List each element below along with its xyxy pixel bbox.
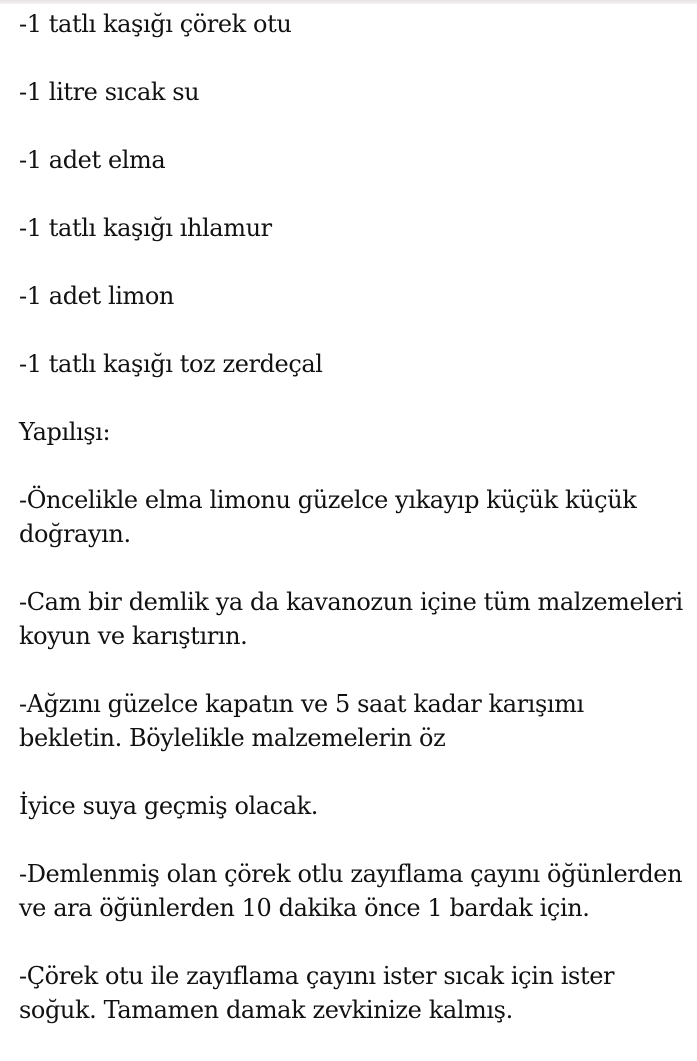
ingredient-hot-water: -1 litre sıcak su — [19, 78, 200, 106]
article-body[interactable] — [19, 7, 684, 1061]
top-edge-bar — [0, 0, 697, 4]
step-drink: -Demlenmiş olan çörek otlu zayıflama çayını öğünlerden ve ara öğünlerden 10 dakika önce 1 bardak için. — [19, 860, 683, 922]
step-wash-chop: -Öncelikle elma limonu güzelce yıkayıp küçük küçük doğrayın. — [19, 486, 637, 548]
step-serving-note: -Çörek otu ile zayıflama çayını ister sıcak için ister soğuk. Tamamen damak zevkinize kalmış. — [19, 962, 615, 1024]
preparation-heading: Yapılışı: — [19, 418, 111, 446]
ingredient-linden: -1 tatlı kaşığı ıhlamur — [19, 214, 272, 242]
ingredient-turmeric: -1 tatlı kaşığı toz zerdeçal — [19, 350, 323, 378]
ingredient-apple: -1 adet elma — [19, 146, 166, 174]
step-steep: -Ağzını güzelce kapatın ve 5 saat kadar karışımı bekletin. Böylelikle malzemelerin öz — [19, 690, 584, 752]
step-steep-continued: İyice suya geçmiş olacak. — [19, 792, 319, 820]
ingredient-lemon: -1 adet limon — [19, 282, 174, 310]
step-mix: -Cam bir demlik ya da kavanozun içine tüm malzemeleri koyun ve karıştırın. — [19, 588, 683, 650]
ingredient-cumin: -1 tatlı kaşığı çörek otu — [19, 10, 292, 38]
